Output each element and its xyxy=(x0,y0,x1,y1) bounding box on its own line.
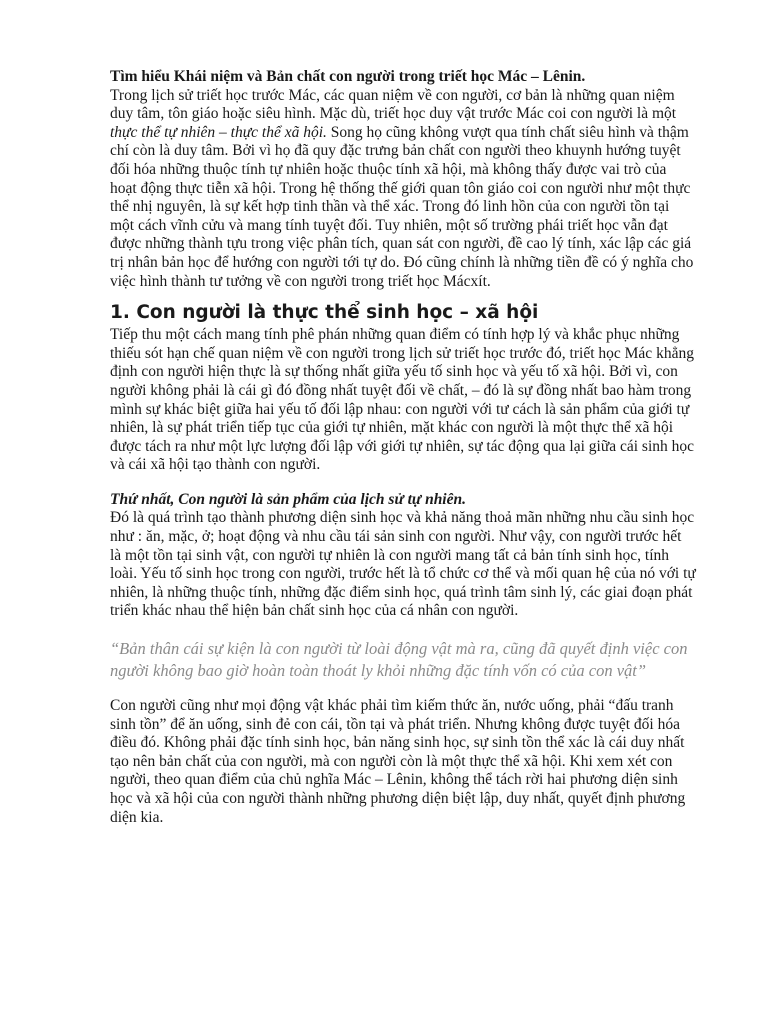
closing-paragraph: Con người cũng như mọi động vật khác phải tìm kiếm thức ăn, nước uống, phải “đấu tranh sinh tồn” để ăn uống, sinh đẻ con cái, tồn tại và phát triển. Nhưng không được tuyệt đối hóa điều đó. Không phải đặc tính sinh học, bản năng sinh học, sự sinh tồn thể xác là cái duy nhất tạo nên bản chất của con người, mà con người còn là một thực thể xã hội. Khi xem xét con người, theo quan điểm của chủ nghĩa Mác – Lênin, không thể tách rời hai phương diện sinh học và xã hội của con người thành những phương diện biệt lập, duy nhất, quyết định phương diện kia. xyxy=(110,697,686,826)
intro-text-part2: Song họ cũng không vượt qua tính chất siêu hình và thậm chí còn là duy tâm. Bởi vì họ đã quy đặc trưng bản chất con người theo khuynh hướng tuyệt đối hóa những thuộc tính tự nhiên hoặc thuộc tính xã hội, mà không thấy được vai trò của hoạt động thực tiễn xã hội. Trong hệ thống thế giới quan tôn giáo coi con người như một thực thể nhị nguyên, là sự kết hợp tinh thần và thể xác. Trong đó linh hồn của con người tồn tại một cách vĩnh cửu và mang tính tuyệt đối. Tuy nhiên, một số trường phái triết học vẫn đạt được những thành tựu trong việc phân tích, quan sát con người, đề cao lý tính, xác lập các giá trị nhân bản học để hướng con người tới tự do. Đó cũng chính là những tiền đề có ý nghĩa cho việc hình thành tư tưởng về con người trong triết học Mácxít. xyxy=(110,123,694,290)
document-page xyxy=(110,68,696,827)
intro-paragraph xyxy=(110,87,696,292)
first-point-paragraph: Đó là quá trình tạo thành phương diện sinh học và khả năng thoả mãn những nhu cầu sinh học như : ăn, mặc, ở; hoạt động và nhu cầu tái sản sinh con người. Như vậy, con người trước hết là một tồn tại sinh vật, con người tự nhiên là con người mang tất cả bản tính sinh học, tính loài. Yếu tố sinh học trong con người, trước hết là tổ chức cơ thể và mối quan hệ của nó với tự nhiên, là những thuộc tính, những đặc điểm sinh học, quá trình tâm sinh lý, các giai đoạn phát triển khác nhau thể hiện bản chất sinh học của cá nhân con người. xyxy=(110,509,696,620)
document-title: Tìm hiểu Khái niệm và Bản chất con người trong triết học Mác – Lênin. xyxy=(110,68,586,85)
section-heading: 1. Con người là thực thể sinh học – xã hội xyxy=(110,302,539,324)
block-quote: “Bản thân cái sự kiện là con người từ loài động vật mà ra, cũng đã quyết định việc con người không bao giờ hoàn toàn thoát ly khỏi những đặc tính vốn có của con vật” xyxy=(110,639,688,680)
intro-text-part1: Trong lịch sử triết học trước Mác, các quan niệm về con người, cơ bản là những quan niệm duy tâm, tôn giáo hoặc siêu hình. Mặc dù, triết học duy vật trước Mác coi con người là một xyxy=(110,86,677,123)
intro-italic-phrase: thực thể tự nhiên – thực thể xã hội. xyxy=(110,123,327,141)
subheading-first-point: Thứ nhất, Con người là sản phẩm của lịch sử tự nhiên. xyxy=(110,490,466,508)
section-paragraph: Tiếp thu một cách mang tính phê phán những quan điểm có tính hợp lý và khắc phục những thiếu sót hạn chế quan niệm về con người trong lịch sử triết học trước đó, triết học Mác khẳng định con người hiện thực là sự thống nhất giữa yếu tố sinh học và yếu tố xã hội. Bởi vì, con người không phải là cái gì đó đồng nhất tuyệt đối về chất, – đó là sự đồng nhất bao hàm trong mình sự khác biệt giữa hai yếu tố đối lập nhau: con người với tư cách là sản phẩm của giới tự nhiên, là sự phát triển tiếp tục của giới tự nhiên, mặt khác con người là một thực thể xã hội được tách ra như một lực lượng đối lập với giới tự nhiên, sự tác động qua lại giữa cái sinh học và cái xã hội tạo thành con người. xyxy=(110,326,695,474)
